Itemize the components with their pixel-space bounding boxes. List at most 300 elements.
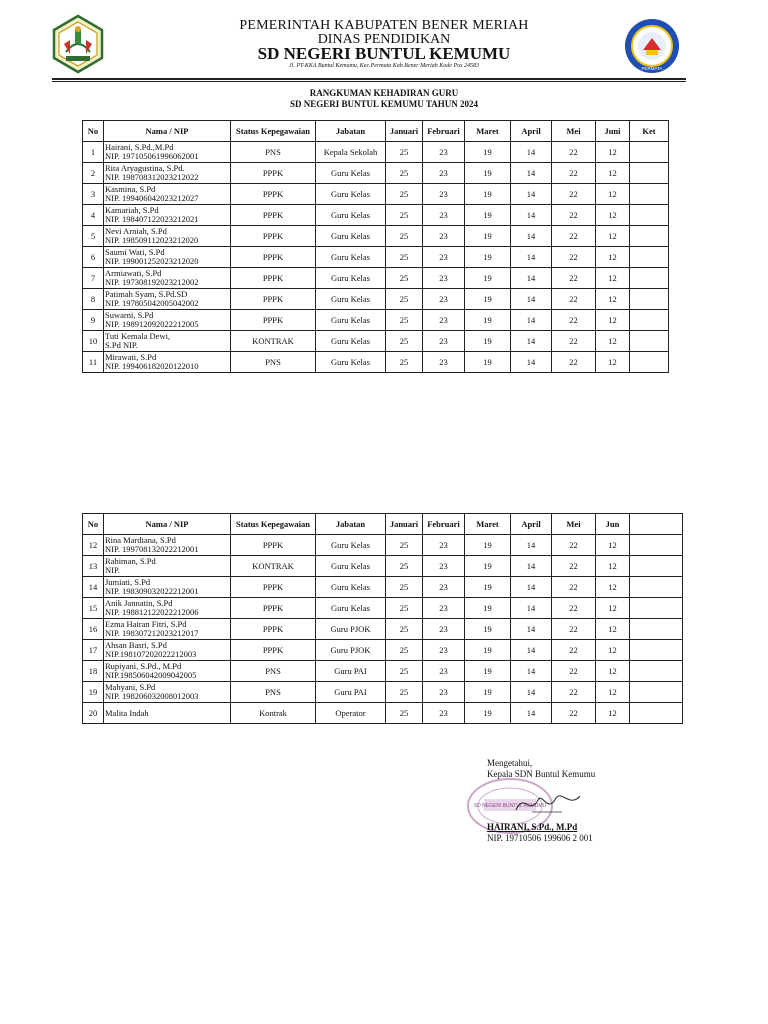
attendance-apr: 14 (511, 226, 552, 247)
attendance-feb: 23 (423, 598, 465, 619)
attendance-apr: 14 (511, 682, 552, 703)
attendance-may: 22 (552, 247, 596, 268)
notes (630, 289, 669, 310)
employment-status: PPPK (231, 535, 316, 556)
row-number: 12 (83, 535, 104, 556)
teacher-name-nip (104, 268, 231, 289)
attendance-jan: 25 (386, 310, 423, 331)
col-header-may: Mei (552, 121, 596, 142)
attendance-may: 22 (552, 163, 596, 184)
attendance-mar: 19 (465, 619, 511, 640)
attendance-may: 22 (552, 205, 596, 226)
attendance-jun: 12 (596, 682, 630, 703)
attendance-mar: 19 (465, 331, 511, 352)
attendance-jan: 25 (386, 142, 423, 163)
teacher-name: Rupiyani, S.Pd., M.Pd (105, 661, 182, 671)
teacher-name-nip (104, 619, 231, 640)
position: Guru Kelas (316, 352, 386, 373)
teacher-nip: NIP. 197805042005042002 (105, 298, 199, 308)
position: Guru Kelas (316, 556, 386, 577)
position: Guru PAI (316, 682, 386, 703)
teacher-nip: NIP. 198309032022212001 (105, 586, 199, 596)
notes (630, 310, 669, 331)
attendance-jan: 25 (386, 226, 423, 247)
attendance-apr: 14 (511, 619, 552, 640)
position: Guru PAI (316, 661, 386, 682)
row-number: 11 (83, 352, 104, 373)
col-header-mar: Maret (465, 121, 511, 142)
table-row (83, 661, 683, 682)
employment-status: PPPK (231, 289, 316, 310)
position: Guru Kelas (316, 310, 386, 331)
notes (630, 640, 683, 661)
teacher-name: Mirawati, S.Pd (105, 352, 157, 362)
attendance-jan: 25 (386, 205, 423, 226)
employment-status: PPPK (231, 184, 316, 205)
col-header-notes (630, 514, 683, 535)
attendance-may: 22 (552, 703, 596, 724)
teacher-name: Kamariah, S.Pd (105, 205, 159, 215)
col-header-feb: Februari (423, 514, 465, 535)
row-number: 10 (83, 331, 104, 352)
teacher-name-nip (104, 205, 231, 226)
attendance-apr: 14 (511, 352, 552, 373)
teacher-name-nip (104, 289, 231, 310)
table-body (83, 142, 669, 373)
attendance-may: 22 (552, 184, 596, 205)
teacher-name-nip (104, 535, 231, 556)
attendance-jun: 12 (596, 310, 630, 331)
document-title: RANGKUMAN KEHADIRAN GURU (309, 88, 459, 98)
attendance-apr: 14 (511, 184, 552, 205)
teacher-name: Patimah Syam, S.Pd.SD (105, 289, 188, 299)
position: Guru Kelas (316, 247, 386, 268)
teacher-nip: NIP. 198912092022212005 (105, 319, 199, 329)
col-header-apr: April (511, 514, 552, 535)
attendance-jun: 12 (596, 163, 630, 184)
attendance-jan: 25 (386, 577, 423, 598)
attendance-jun: 12 (596, 205, 630, 226)
col-header-notes: Ket (630, 121, 669, 142)
attendance-mar: 19 (465, 598, 511, 619)
letterhead-school-name: SD NEGERI BUNTUL KEMUMU (257, 44, 511, 63)
attendance-mar: 19 (465, 352, 511, 373)
position: Guru Kelas (316, 184, 386, 205)
attendance-feb: 23 (423, 226, 465, 247)
notes (630, 268, 669, 289)
teacher-nip: NIP.198506042009042005 (105, 670, 197, 680)
row-number: 8 (83, 289, 104, 310)
attendance-jun: 12 (596, 247, 630, 268)
teacher-name: Ahsan Basri, S.Pd (105, 640, 167, 650)
attendance-jan: 25 (386, 640, 423, 661)
position: Guru Kelas (316, 205, 386, 226)
table-row (83, 184, 669, 205)
teacher-name-nip (104, 331, 231, 352)
attendance-jan: 25 (386, 703, 423, 724)
employment-status: PPPK (231, 577, 316, 598)
attendance-mar: 19 (465, 142, 511, 163)
position: Guru Kelas (316, 535, 386, 556)
position: Guru PJOK (316, 619, 386, 640)
employment-status: PPPK (231, 598, 316, 619)
attendance-mar: 19 (465, 268, 511, 289)
row-number: 6 (83, 247, 104, 268)
attendance-jan: 25 (386, 163, 423, 184)
employment-status: Kontrak (231, 703, 316, 724)
attendance-apr: 14 (511, 331, 552, 352)
teacher-name: Tuti Kemala Dewi, (105, 331, 171, 341)
teacher-name: Rahiman, S.Pd (105, 556, 156, 566)
teacher-name-nip (104, 226, 231, 247)
attendance-may: 22 (552, 556, 596, 577)
letterhead-rule-thick (52, 78, 686, 80)
teacher-name: Rita Aryagustina, S.Pd. (105, 163, 185, 173)
row-number: 14 (83, 577, 104, 598)
attendance-jan: 25 (386, 682, 423, 703)
attendance-apr: 14 (511, 556, 552, 577)
teacher-nip: NIP. 198509112023212020 (105, 235, 199, 245)
row-number: 5 (83, 226, 104, 247)
attendance-jun: 12 (596, 226, 630, 247)
attendance-may: 22 (552, 268, 596, 289)
employment-status: PPPK (231, 619, 316, 640)
stamp-text: SD NEGERI BUNTUL KEMUMU (473, 803, 547, 809)
attendance-feb: 23 (423, 247, 465, 268)
attendance-feb: 23 (423, 289, 465, 310)
teacher-nip: NIP. 197308192023212002 (105, 277, 199, 287)
attendance-table-2 (82, 513, 683, 724)
position: Guru Kelas (316, 331, 386, 352)
teacher-name: Jumiati, S.Pd (105, 577, 151, 587)
position: Guru Kelas (316, 598, 386, 619)
notes (630, 619, 683, 640)
teacher-name: Suwarni, S.Pd (105, 310, 154, 320)
row-number: 1 (83, 142, 104, 163)
teacher-name: Nevi Arniah, S.Pd (105, 226, 167, 236)
letterhead-department: DINAS PENDIDIKAN (317, 32, 451, 47)
letterhead-address: Jl. PT-KKA Buntul Kemumu, Kec.Permata Kab.Bener Meriah Kode Pos 24583 (289, 63, 479, 69)
table-row (83, 598, 683, 619)
teacher-name-nip (104, 184, 231, 205)
teacher-name-nip (104, 661, 231, 682)
teacher-nip: NIP. 199406182020122010 (105, 361, 199, 371)
attendance-feb: 23 (423, 163, 465, 184)
attendance-may: 22 (552, 598, 596, 619)
attendance-jan: 25 (386, 184, 423, 205)
attendance-jun: 12 (596, 331, 630, 352)
attendance-apr: 14 (511, 142, 552, 163)
row-number: 13 (83, 556, 104, 577)
col-header-position: Jabatan (316, 121, 386, 142)
attendance-mar: 19 (465, 577, 511, 598)
position: Guru Kelas (316, 163, 386, 184)
attendance-mar: 19 (465, 226, 511, 247)
attendance-feb: 23 (423, 331, 465, 352)
position: Operator (316, 703, 386, 724)
attendance-apr: 14 (511, 205, 552, 226)
attendance-jun: 12 (596, 703, 630, 724)
col-header-position: Jabatan (316, 514, 386, 535)
table-row (83, 577, 683, 598)
attendance-may: 22 (552, 682, 596, 703)
table-row (83, 703, 683, 724)
table-row (83, 289, 669, 310)
teacher-nip: NIP. 198307212023212017 (105, 628, 199, 638)
attendance-mar: 19 (465, 163, 511, 184)
attendance-mar: 19 (465, 661, 511, 682)
col-header-status: Status Kepegawaian (231, 514, 316, 535)
attendance-may: 22 (552, 640, 596, 661)
attendance-mar: 19 (465, 184, 511, 205)
table-row (83, 268, 669, 289)
col-header-no: No (83, 514, 104, 535)
attendance-mar: 19 (465, 289, 511, 310)
attendance-jun: 12 (596, 640, 630, 661)
table-row (83, 247, 669, 268)
attendance-jan: 25 (386, 268, 423, 289)
attendance-jun: 12 (596, 556, 630, 577)
teacher-name: Mahyani, S.Pd (105, 682, 156, 692)
notes (630, 703, 683, 724)
notes (630, 352, 669, 373)
attendance-jun: 12 (596, 535, 630, 556)
attendance-apr: 14 (511, 640, 552, 661)
position: Guru Kelas (316, 289, 386, 310)
col-header-mar: Maret (465, 514, 511, 535)
attendance-feb: 23 (423, 682, 465, 703)
attendance-mar: 19 (465, 247, 511, 268)
attendance-feb: 23 (423, 661, 465, 682)
table-row (83, 352, 669, 373)
attendance-jun: 12 (596, 352, 630, 373)
table-row (83, 205, 669, 226)
col-header-jan: Januari (386, 121, 423, 142)
col-header-name: Nama / NIP (104, 121, 231, 142)
signature-acknowledged: Mengetahui, (487, 758, 533, 768)
table-row (83, 310, 669, 331)
attendance-jun: 12 (596, 184, 630, 205)
attendance-may: 22 (552, 310, 596, 331)
attendance-apr: 14 (511, 247, 552, 268)
attendance-table-1 (82, 120, 669, 373)
row-number: 15 (83, 598, 104, 619)
teacher-name: Rina Mardiana, S.Pd (105, 535, 176, 545)
row-number: 3 (83, 184, 104, 205)
employment-status: PPPK (231, 640, 316, 661)
teacher-name: Kasmina, S.Pd (105, 184, 156, 194)
notes (630, 247, 669, 268)
attendance-jun: 12 (596, 619, 630, 640)
attendance-jun: 12 (596, 268, 630, 289)
position: Guru Kelas (316, 268, 386, 289)
notes (630, 142, 669, 163)
attendance-may: 22 (552, 535, 596, 556)
table-row (83, 226, 669, 247)
row-number: 20 (83, 703, 104, 724)
employment-status: PPPK (231, 310, 316, 331)
attendance-jun: 12 (596, 598, 630, 619)
notes (630, 598, 683, 619)
employment-status: PPPK (231, 205, 316, 226)
signature-name: HAIRANI, S.Pd., M.Pd (487, 822, 578, 832)
teacher-name-nip (104, 640, 231, 661)
teacher-nip: NIP. 199708132022212001 (105, 544, 199, 554)
attendance-apr: 14 (511, 703, 552, 724)
regency-emblem-icon (52, 14, 104, 74)
attendance-feb: 23 (423, 184, 465, 205)
notes (630, 682, 683, 703)
attendance-mar: 19 (465, 682, 511, 703)
notes (630, 163, 669, 184)
teacher-name-nip (104, 598, 231, 619)
table-row (83, 640, 683, 661)
teacher-nip: NIP. 198206032008012003 (105, 691, 199, 701)
teacher-name-nip (104, 556, 231, 577)
employment-status: PPPK (231, 268, 316, 289)
notes (630, 577, 683, 598)
attendance-feb: 23 (423, 640, 465, 661)
attendance-jun: 12 (596, 661, 630, 682)
employment-status: PPPK (231, 163, 316, 184)
attendance-jun: 12 (596, 142, 630, 163)
teacher-name: Ezma Hairan Fitri, S.Pd (105, 619, 187, 629)
teacher-name-nip (104, 247, 231, 268)
attendance-jan: 25 (386, 289, 423, 310)
teacher-name-nip (104, 142, 231, 163)
teacher-name-nip (104, 352, 231, 373)
signature-title: Kepala SDN Buntul Kemumu (487, 769, 596, 779)
attendance-mar: 19 (465, 703, 511, 724)
attendance-feb: 23 (423, 535, 465, 556)
teacher-name: Hairani, S.Pd.,M.Pd (105, 142, 174, 152)
row-number: 17 (83, 640, 104, 661)
position: Guru Kelas (316, 577, 386, 598)
school-emblem-caption: PERMATA (641, 66, 663, 71)
attendance-mar: 19 (465, 556, 511, 577)
employment-status: PPPK (231, 226, 316, 247)
attendance-feb: 23 (423, 703, 465, 724)
teacher-name-nip (104, 682, 231, 703)
teacher-nip: NIP. 199406042023212027 (105, 193, 199, 203)
table-row (83, 535, 683, 556)
row-number: 2 (83, 163, 104, 184)
attendance-apr: 14 (511, 577, 552, 598)
attendance-mar: 19 (465, 640, 511, 661)
col-header-name: Nama / NIP (104, 514, 231, 535)
col-header-jun: Jun (596, 514, 630, 535)
teacher-nip: NIP. 197105061996062001 (105, 151, 199, 161)
teacher-nip: S.Pd NIP. (105, 340, 138, 350)
attendance-may: 22 (552, 661, 596, 682)
position: Guru Kelas (316, 226, 386, 247)
attendance-may: 22 (552, 352, 596, 373)
employment-status: PNS (231, 682, 316, 703)
attendance-may: 22 (552, 619, 596, 640)
col-header-may: Mei (552, 514, 596, 535)
col-header-apr: April (511, 121, 552, 142)
col-header-no: No (83, 121, 104, 142)
employment-status: PNS (231, 142, 316, 163)
attendance-may: 22 (552, 289, 596, 310)
attendance-apr: 14 (511, 268, 552, 289)
row-number: 9 (83, 310, 104, 331)
table-row (83, 556, 683, 577)
employment-status: KONTRAK (231, 331, 316, 352)
position: Guru PJOK (316, 640, 386, 661)
attendance-may: 22 (552, 142, 596, 163)
attendance-feb: 23 (423, 556, 465, 577)
attendance-jan: 25 (386, 247, 423, 268)
letterhead-rule-thin (52, 81, 686, 82)
attendance-feb: 23 (423, 577, 465, 598)
attendance-jun: 12 (596, 577, 630, 598)
attendance-jan: 25 (386, 598, 423, 619)
row-number: 18 (83, 661, 104, 682)
attendance-mar: 19 (465, 535, 511, 556)
teacher-name: Malita Indah (105, 707, 149, 718)
notes (630, 205, 669, 226)
attendance-may: 22 (552, 577, 596, 598)
attendance-feb: 23 (423, 268, 465, 289)
teacher-nip: NIP. 198407122023212021 (105, 214, 199, 224)
notes (630, 226, 669, 247)
attendance-apr: 14 (511, 310, 552, 331)
notes (630, 556, 683, 577)
teacher-nip: NIP. 198708312023212022 (105, 172, 199, 182)
employment-status: PPPK (231, 247, 316, 268)
position: Kepala Sekolah (316, 142, 386, 163)
teacher-nip: NIP. 198812122022212006 (105, 607, 199, 617)
handwritten-signature-icon (512, 786, 584, 820)
attendance-feb: 23 (423, 352, 465, 373)
attendance-jan: 25 (386, 619, 423, 640)
table-header-row (83, 514, 683, 535)
table-header-row (83, 121, 669, 142)
attendance-feb: 23 (423, 142, 465, 163)
table-body (83, 535, 683, 724)
row-number: 4 (83, 205, 104, 226)
teacher-name: Saumi Wati, S.Pd (105, 247, 165, 257)
teacher-name: Anik Jannatin, S.Pd (105, 598, 173, 608)
signature-nip: NIP. 19710506 199606 2 001 (487, 833, 593, 843)
attendance-mar: 19 (465, 205, 511, 226)
row-number: 19 (83, 682, 104, 703)
attendance-apr: 14 (511, 598, 552, 619)
school-emblem-icon (624, 18, 680, 74)
attendance-jan: 25 (386, 331, 423, 352)
notes (630, 331, 669, 352)
attendance-feb: 23 (423, 310, 465, 331)
table-row (83, 619, 683, 640)
notes (630, 184, 669, 205)
notes (630, 661, 683, 682)
employment-status: PNS (231, 661, 316, 682)
teacher-name-nip (104, 310, 231, 331)
table-row (83, 142, 669, 163)
teacher-name-nip (104, 163, 231, 184)
col-header-jun: Juni (596, 121, 630, 142)
teacher-name: Armiawati, S.Pd (105, 268, 162, 278)
table-row (83, 331, 669, 352)
teacher-name-nip (104, 703, 231, 724)
employment-status: PNS (231, 352, 316, 373)
row-number: 7 (83, 268, 104, 289)
attendance-may: 22 (552, 331, 596, 352)
col-header-jan: Januari (386, 514, 423, 535)
attendance-apr: 14 (511, 535, 552, 556)
attendance-may: 22 (552, 226, 596, 247)
